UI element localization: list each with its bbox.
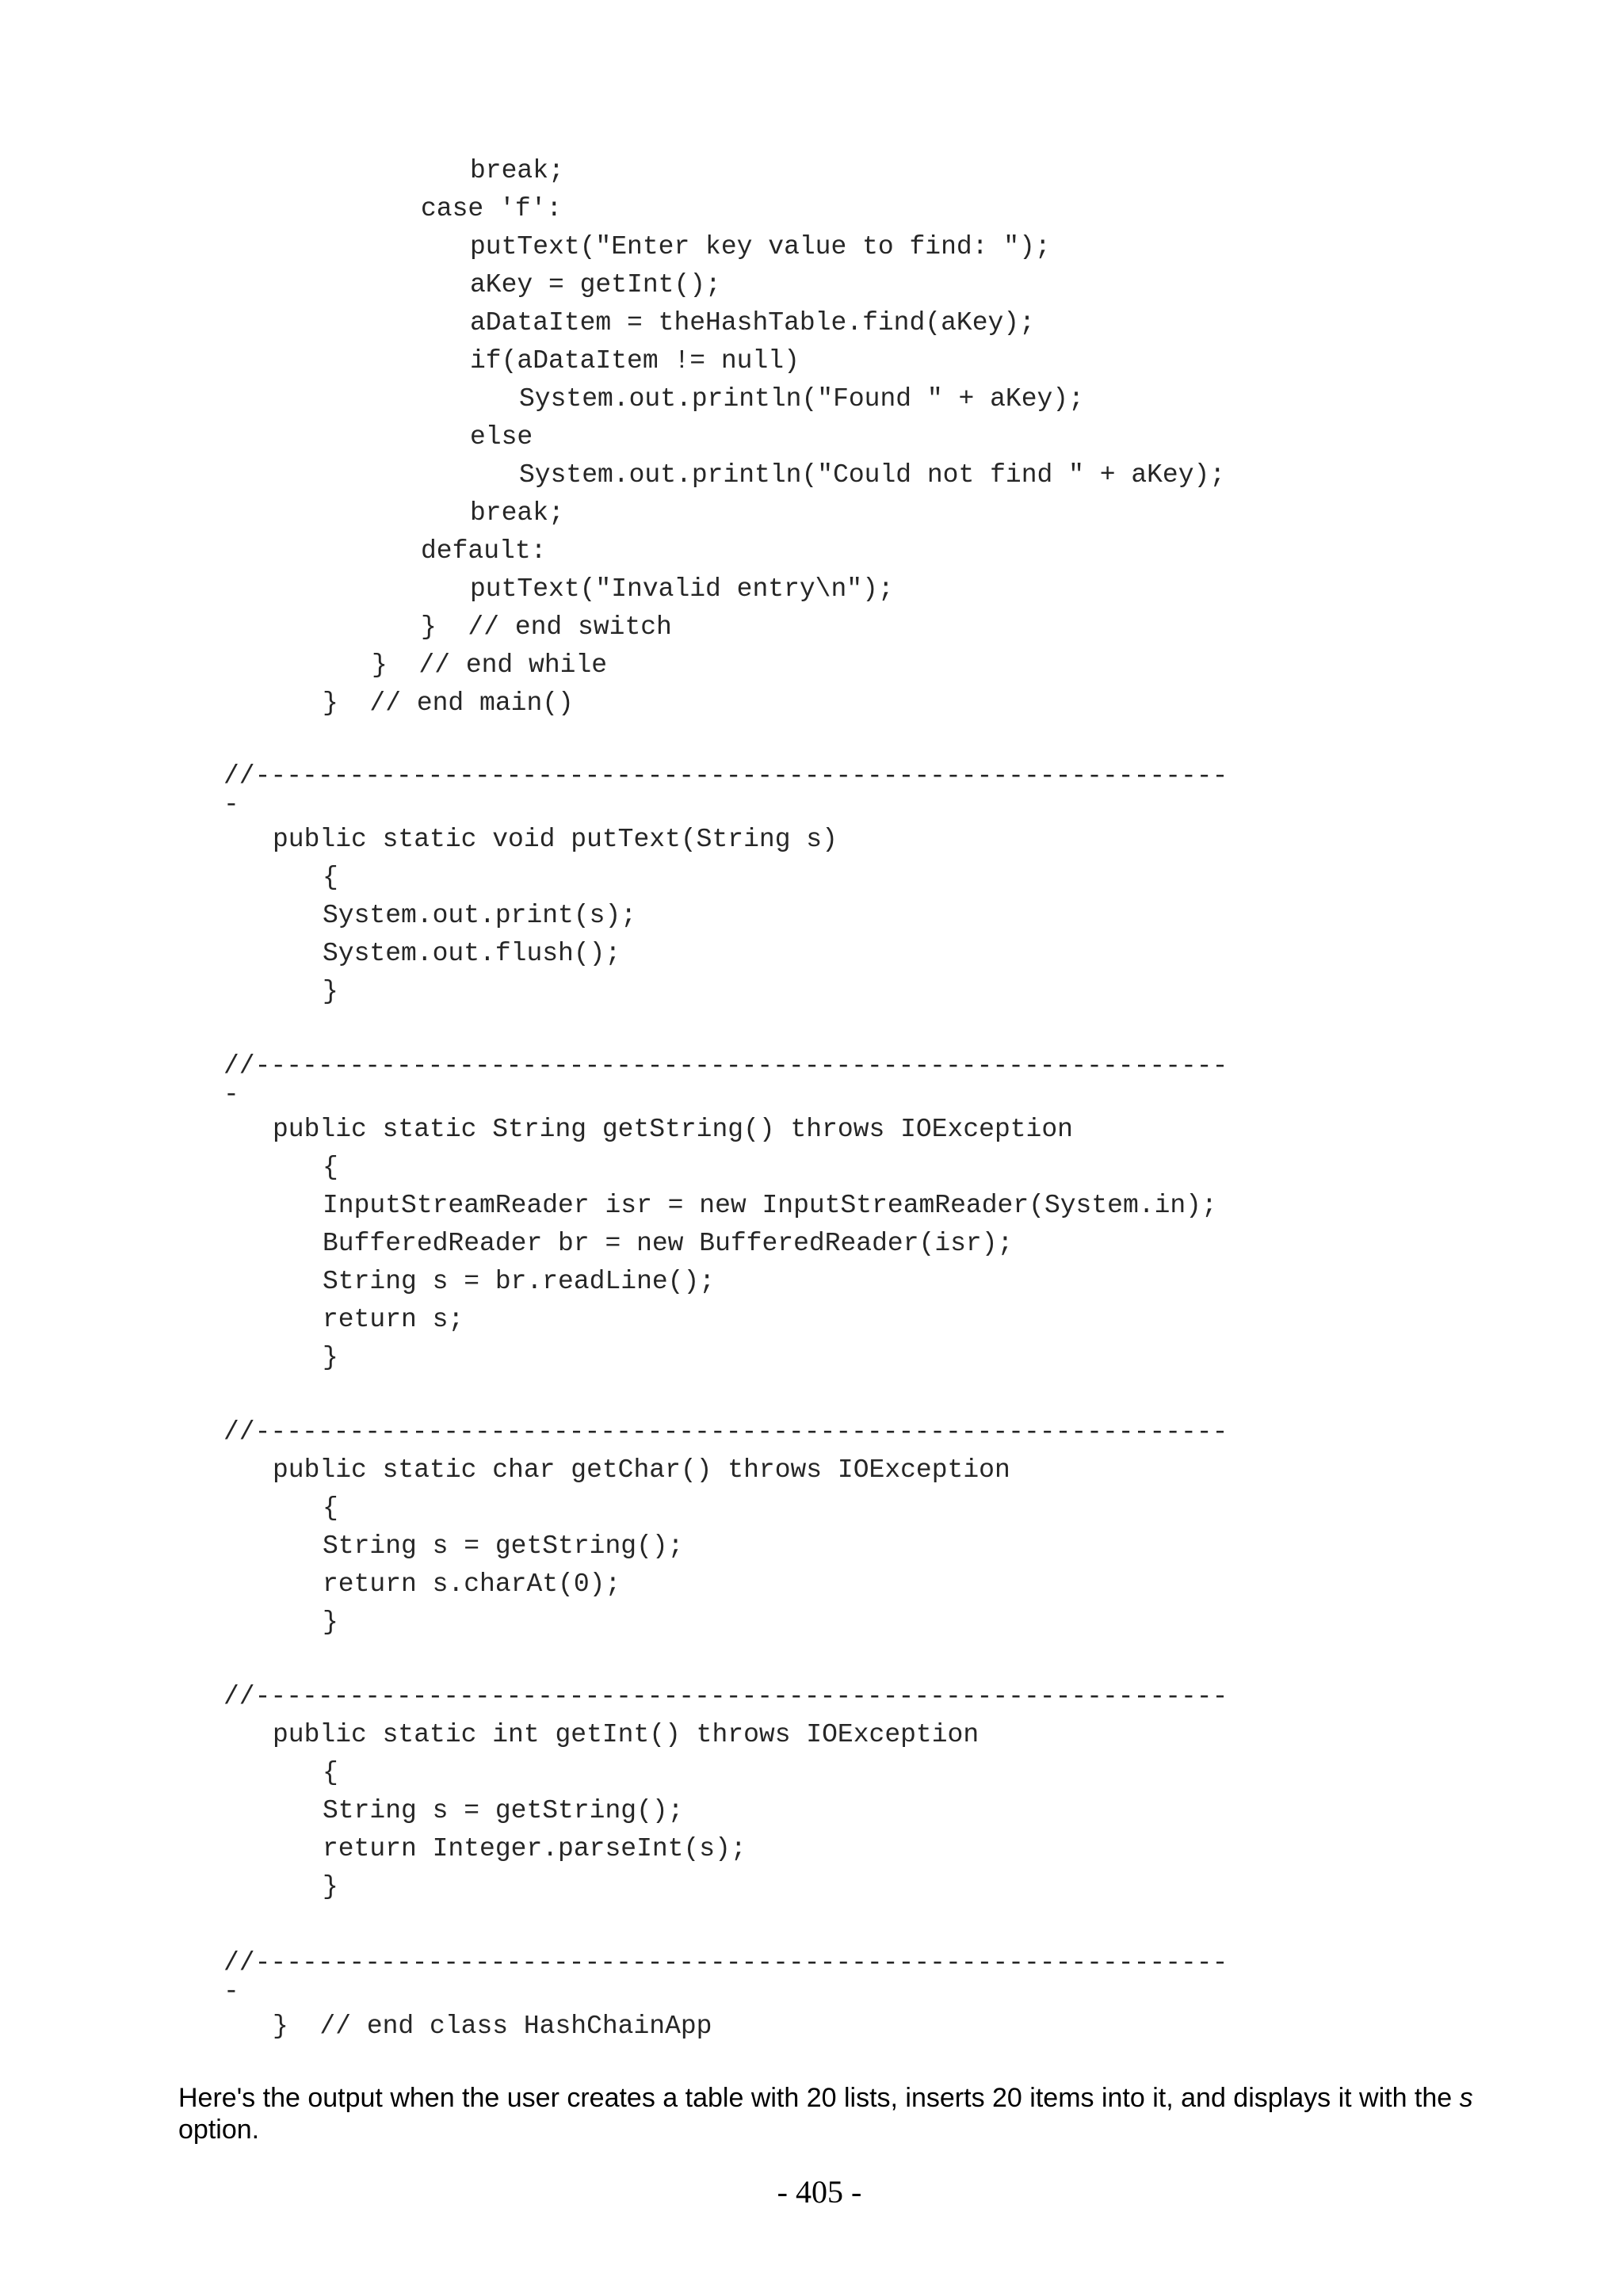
code-line: return s.charAt(0); <box>323 1569 621 1599</box>
code-line: InputStreamReader isr = new InputStreamReader(System.in); <box>323 1191 1217 1220</box>
separator-continuation: - <box>223 1977 239 2006</box>
option-emphasis: s <box>1459 2083 1473 2113</box>
code-line: else <box>470 422 533 452</box>
code-line: System.out.println("Found " + aKey); <box>519 384 1084 414</box>
code-line: BufferedReader br = new BufferedReader(isr); <box>323 1229 1014 1258</box>
separator-comment: //-------------------------------------------------------------- <box>223 1682 1228 1711</box>
code-line: putText("Enter key value to find: "); <box>470 232 1051 261</box>
code-line: break; <box>470 156 564 185</box>
code-line: System.out.print(s); <box>323 901 637 930</box>
code-line: default: <box>421 536 547 566</box>
separator-comment: //-------------------------------------------------------------- <box>223 1417 1228 1447</box>
code-line: { <box>323 863 338 892</box>
page-number: - 405 - <box>777 2174 862 2210</box>
code-line: return Integer.parseInt(s); <box>323 1834 747 1863</box>
code-line: public static char getChar() throws IOException <box>273 1455 1010 1485</box>
code-line: } // end class HashChainApp <box>273 2012 712 2041</box>
code-line: putText("Invalid entry\n"); <box>470 574 894 604</box>
code-line: aDataItem = theHashTable.find(aKey); <box>470 308 1035 338</box>
separator-continuation: - <box>223 1080 239 1109</box>
code-line: public static int getInt() throws IOException <box>273 1720 980 1749</box>
code-line: System.out.println("Could not find " + aKey); <box>519 460 1226 490</box>
code-line: } <box>323 977 338 1006</box>
code-line: String s = getString(); <box>323 1796 684 1825</box>
code-line: } // end while <box>372 650 608 680</box>
code-line: { <box>323 1758 338 1787</box>
code-line: } <box>323 1872 338 1901</box>
code-line: case 'f': <box>421 194 563 223</box>
code-line: public static String getString() throws IOException <box>273 1115 1073 1144</box>
code-line: String s = getString(); <box>323 1531 684 1561</box>
code-line: { <box>323 1153 338 1182</box>
code-line: public static void putText(String s) <box>273 825 838 854</box>
code-line: { <box>323 1493 338 1523</box>
separator-comment: //-------------------------------------------------------------- <box>223 1051 1228 1081</box>
body-paragraph <box>178 2082 1526 2145</box>
paragraph-text <box>178 2082 1526 2145</box>
separator-continuation: - <box>223 790 239 819</box>
code-line: aKey = getInt(); <box>470 270 721 299</box>
code-line: if(aDataItem != null) <box>470 346 800 376</box>
code-line: return s; <box>323 1305 464 1334</box>
code-line: break; <box>470 498 564 528</box>
code-line: String s = br.readLine(); <box>323 1267 716 1296</box>
paragraph-text-end: option. <box>178 2115 260 2145</box>
paragraph-text-start: Here's the output when the user creates a table with 20 lists, inserts 20 items into it, and displays it with the <box>178 2083 1460 2113</box>
code-line: } // end main() <box>323 688 574 718</box>
separator-comment: //-------------------------------------------------------------- <box>223 761 1228 791</box>
code-line: System.out.flush(); <box>323 939 621 968</box>
code-line: } <box>323 1343 338 1372</box>
code-line: } <box>323 1608 338 1637</box>
separator-comment: //-------------------------------------------------------------- <box>223 1948 1228 1978</box>
code-line: } // end switch <box>421 612 672 642</box>
